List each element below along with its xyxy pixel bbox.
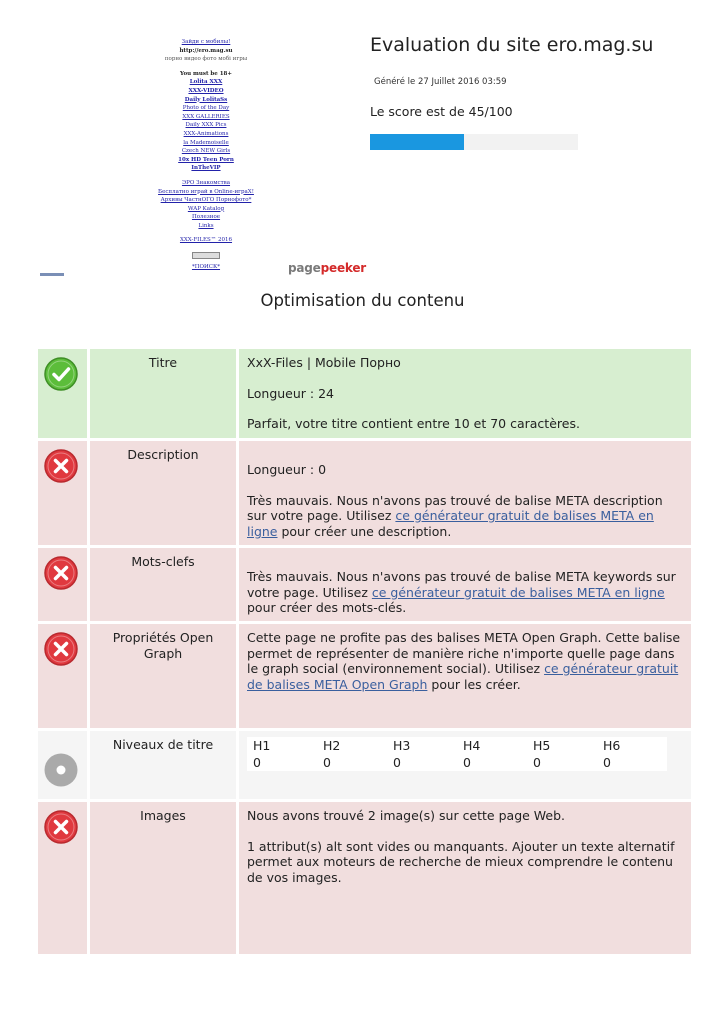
open-graph-message: Cette page ne profite pas des balises META Open Graph. Cette balise permet de représenter de manière riche n'importe quelle page dans le graph social (environnement social). Utilisez ce générateur gratuit de balises META Open Graph pour les créer. [247, 630, 681, 692]
score-progress-bar [370, 134, 578, 150]
thumbnail-line: Daily LolitaSs [184, 96, 228, 103]
keywords-message: Très mauvais. Nous n'avons pas trouvé de balise META keywords sur votre page. Utilisez ce générateur gratuit de balises META en ligne pour créer des mots-clés. [247, 569, 676, 615]
headings-tags-row [247, 737, 667, 754]
thumbnail-line: ЭРО Знакомства [181, 179, 231, 186]
thumbnail-line: Зайди с мобилы! [181, 39, 231, 45]
row-content [239, 548, 691, 621]
heading-count: 0 [253, 755, 261, 770]
cross-circle-icon [44, 556, 78, 590]
score-text: Le score est de 45/100 [370, 104, 513, 119]
title-message: Parfait, votre titre contient entre 10 et 70 caractères. [247, 416, 580, 431]
row-content [239, 624, 691, 728]
generated-date: Généré le 27 Juillet 2016 03:59 [374, 77, 507, 87]
open-graph-generator-link[interactable]: ce générateur gratuit de balises META Open Graph [247, 661, 679, 692]
thumbnail-line: XXX-VIDEO [188, 87, 224, 94]
row-description [38, 441, 691, 545]
heading-tag: H4 [463, 738, 481, 753]
headings-counts-row [247, 754, 667, 771]
score-progress-fill [370, 134, 464, 150]
thumbnail-line: la Mademoiselle [183, 139, 229, 146]
thumbnail-line: 10x HD Teen Porn [178, 156, 234, 163]
thumbnail-line: Photo of the Day [182, 105, 230, 112]
thumbnail-line: XXX-FILES™ 2016 [179, 237, 233, 244]
row-content [239, 802, 691, 954]
cross-circle-icon [44, 632, 78, 666]
thumbnail-line: Архивы ЧастнОГО Порнофото* [160, 197, 252, 204]
row-images [38, 802, 691, 954]
images-message: 1 attribut(s) alt sont vides ou manquants. Ajouter un texte alternatif permet aux moteurs de recherche de mieux comprendre le contenu de vos images. [247, 838, 675, 885]
images-found: Nous avons trouvé 2 image(s) sur cette page Web. [247, 808, 566, 823]
row-mots-clefs [38, 548, 691, 621]
thumbnail-line: Бесплатно играй в Online-играХ! [158, 188, 254, 195]
heading-tag: H2 [323, 738, 341, 753]
heading-tag: H6 [603, 738, 621, 753]
row-titre [38, 349, 691, 438]
dot-circle-icon [44, 753, 78, 787]
page-title: Evaluation du site ero.mag.su [370, 34, 654, 56]
pagepeeker-logo: pagepeeker [288, 261, 367, 275]
thumbnail-search [150, 250, 262, 271]
row-content [239, 731, 691, 799]
site-thumbnail [38, 36, 368, 280]
heading-count: 0 [393, 755, 401, 770]
description-message: Très mauvais. Nous n'avons pas trouvé de balise META description sur votre page. Utilisez ce générateur gratuit de balises META en ligne pour créer une description. [247, 492, 663, 539]
heading-count: 0 [533, 755, 541, 770]
thumbnail-line: порно видео фото мобі игры [164, 56, 248, 63]
description-length: Longueur : 0 [247, 462, 327, 477]
headings-table [247, 737, 667, 771]
row-content [239, 441, 691, 545]
row-label: Description [90, 441, 236, 545]
heading-tag: H5 [533, 738, 551, 753]
meta-generator-link[interactable]: ce générateur gratuit de balises META en ligne [247, 508, 654, 539]
row-label: Mots-clefs [90, 548, 236, 621]
cross-circle-icon [44, 810, 78, 844]
row-label: Titre [90, 349, 236, 438]
heading-count: 0 [463, 755, 471, 770]
thumbnail-scrollbar [40, 273, 64, 276]
row-open-graph [38, 624, 691, 728]
check-circle-icon [44, 357, 78, 391]
section-title: Optimisation du contenu [260, 291, 465, 310]
thumbnail-line: You must be 18+ [180, 70, 232, 77]
thumbnail-line: WAP Katalog [187, 205, 225, 212]
cross-circle-icon [44, 449, 78, 483]
thumbnail-line: Полезное [191, 214, 221, 221]
heading-tag: H1 [253, 738, 271, 753]
row-content [239, 349, 691, 438]
row-label: Niveaux de titre [90, 731, 236, 799]
thumbnail-line: Lolita XXX [189, 79, 223, 86]
row-label: Images [90, 802, 236, 954]
thumbnail-link-list [150, 38, 262, 245]
thumbnail-line: InTheVIP [191, 165, 221, 172]
thumbnail-line: http://ero.mag.su [179, 47, 233, 54]
title-length: Longueur : 24 [247, 385, 334, 401]
thumbnail-line: XXX-Animations [183, 130, 229, 137]
thumbnail-search-link: *ПОИСК* [191, 263, 221, 270]
title-value: XxX-Files | Mobile Порно [247, 355, 401, 370]
thumbnail-line: Czech NEW Girls [181, 148, 231, 155]
heading-count: 0 [323, 755, 331, 770]
thumbnail-line: Daily XXX Pics [185, 122, 227, 129]
heading-count: 0 [603, 755, 611, 770]
heading-tag: H3 [393, 738, 411, 753]
row-headings [38, 731, 691, 799]
thumbnail-line: XXX GALLERIES [182, 113, 230, 120]
thumbnail-search-button [192, 252, 220, 259]
thumbnail-line: Links [198, 222, 214, 229]
row-label: Propriétés Open Graph [90, 624, 236, 728]
meta-keywords-generator-link[interactable]: ce générateur gratuit de balises META en ligne [371, 584, 665, 600]
